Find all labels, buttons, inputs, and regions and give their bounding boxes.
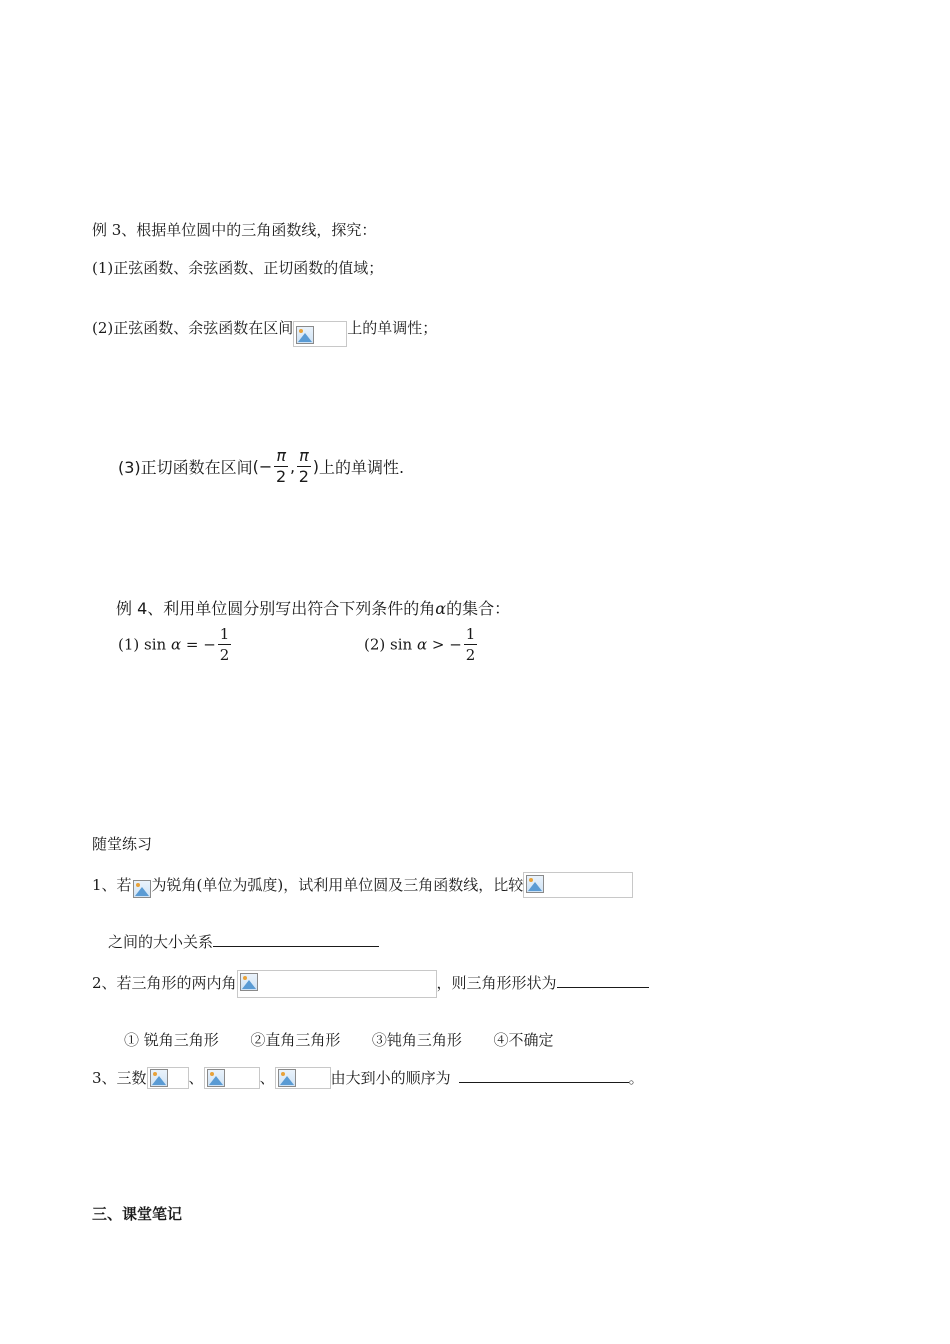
broken-image-icon (150, 1069, 168, 1087)
interval-image-placeholder (293, 321, 347, 347)
question-1: 1、若 为锐角(单位为弧度)，试利用单位圆及三角函数线，比较 (92, 872, 633, 898)
question-1-line2: 之间的大小关系 (108, 932, 379, 952)
half-fraction-2: $\frac{1}{2}$ (465, 625, 476, 664)
broken-image-icon (133, 880, 151, 898)
example3-item1: (1)正弦函数、余弦函数、正切函数的值域； (92, 259, 384, 277)
pi-over-2-fraction-2: $\frac{\pi}{2}$ (298, 446, 309, 486)
section3-heading: 三、课堂笔记 (92, 1205, 183, 1223)
example3-item3-pre: (3)正切函数在区间 (118, 458, 253, 477)
option-right: ②直角三角形 (250, 1031, 341, 1049)
number-b-image-placeholder (204, 1067, 260, 1089)
example4-condition1: (1) sin α = − $\frac{1}{2}$ (118, 625, 230, 664)
answer-blank[interactable] (459, 1068, 629, 1083)
example3-item2-pre: (2)正弦函数、余弦函数在区间 (92, 319, 294, 337)
pi-over-2-fraction: $\frac{\pi}{2}$ (276, 446, 287, 486)
broken-image-icon (207, 1069, 225, 1087)
answer-blank[interactable] (557, 973, 649, 988)
option-uncertain: ④不确定 (493, 1031, 554, 1049)
option-acute: ① 锐角三角形 (124, 1031, 219, 1049)
example4-title: 例 4、利用单位圆分别写出符合下列条件的角α的集合： (116, 599, 511, 618)
example3-item3: (3)正切函数在区间(− $\frac{\pi}{2}$ , $\frac{\pi}{2}$ )上的单调性. (118, 446, 405, 486)
example3-title: 例 3、根据单位圆中的三角函数线，探究： (92, 221, 377, 239)
number-c-image-placeholder (275, 1067, 331, 1089)
half-fraction: $\frac{1}{2}$ (219, 625, 230, 664)
answer-blank[interactable] (213, 932, 379, 947)
example3-item2 (92, 318, 437, 347)
example3-item2-post: 上的单调性； (347, 319, 438, 337)
angles-image-placeholder (237, 970, 437, 998)
compare-values-image-placeholder (523, 872, 633, 898)
broken-image-icon (296, 326, 314, 344)
example3-item3-open: (− (252, 457, 273, 476)
practice-heading: 随堂练习 (92, 835, 153, 853)
broken-image-icon (278, 1069, 296, 1087)
number-a-image-placeholder (147, 1067, 189, 1089)
question-2: 2、若三角形的两内角 ，则三角形形状为 (92, 970, 649, 998)
example4-condition2: (2) sin α > − $\frac{1}{2}$ (364, 625, 476, 664)
broken-image-icon (526, 875, 544, 893)
alpha-image-placeholder (132, 878, 152, 898)
question-2-options (124, 1030, 554, 1050)
example3-item3-post: 上的单调性. (318, 458, 405, 477)
question-3: 3、三数 、 、 由大到小的顺序为 。 (92, 1069, 644, 1087)
option-obtuse: ③钝角三角形 (371, 1031, 462, 1049)
broken-image-icon (240, 973, 258, 991)
